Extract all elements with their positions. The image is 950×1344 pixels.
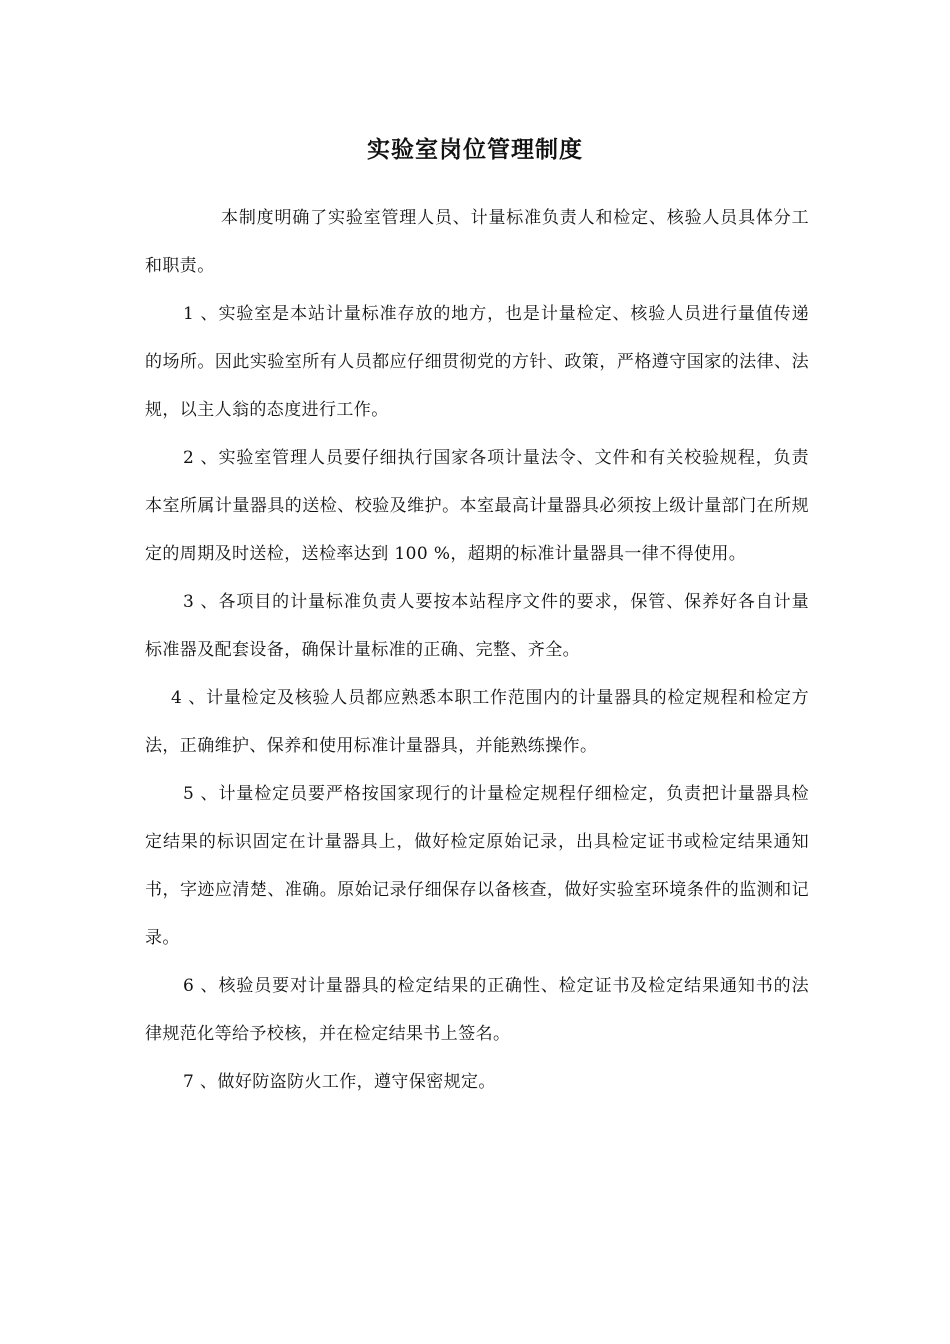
rule-paragraph-5: 5 、计量检定员要严格按国家现行的计量检定规程仔细检定，负责把计量器具检定结果的标识固定在计量器具上，做好检定原始记录，出具检定证书或检定结果通知书，字迹应清楚、准确。原始记录仔细保存以备核查，做好实验室环境条件的监测和记录。: [145, 784, 809, 948]
rule-paragraph-6: 6 、核验员要对计量器具的检定结果的正确性、检定证书及检定结果通知书的法律规范化等给予校核，并在检定结果书上签名。: [145, 976, 809, 1044]
document-body: [145, 194, 809, 1106]
intro-paragraph: 本制度明确了实验室管理人员、计量标准负责人和检定、核验人员具体分工和职责。: [145, 208, 809, 276]
rule-paragraph-7: 7 、做好防盗防火工作，遵守保密规定。: [183, 1072, 496, 1092]
rule-paragraph-2: 2 、实验室管理人员要仔细执行国家各项计量法令、文件和有关校验规程，负责本室所属计量器具的送检、校验及维护。本室最高计量器具必须按上级计量部门在所规定的周期及时送检，送检率达到 100 %，超期的标准计量器具一律不得使用。: [145, 448, 809, 564]
rule-paragraph-4: 4 、计量检定及核验人员都应熟悉本职工作范围内的计量器具的检定规程和检定方法，正确维护、保养和使用标准计量器具，并能熟练操作。: [145, 688, 809, 756]
document-title: 实验室岗位管理制度: [367, 137, 583, 163]
rule-paragraph-1: 1 、实验室是本站计量标准存放的地方，也是计量检定、核验人员进行量值传递的场所。因此实验室所有人员都应仔细贯彻党的方针、政策，严格遵守国家的法律、法规，以主人翁的态度进行工作。: [145, 304, 809, 420]
rule-paragraph-3: 3 、各项目的计量标准负责人要按本站程序文件的要求，保管、保养好各自计量标准器及配套设备，确保计量标准的正确、完整、齐全。: [145, 592, 809, 660]
